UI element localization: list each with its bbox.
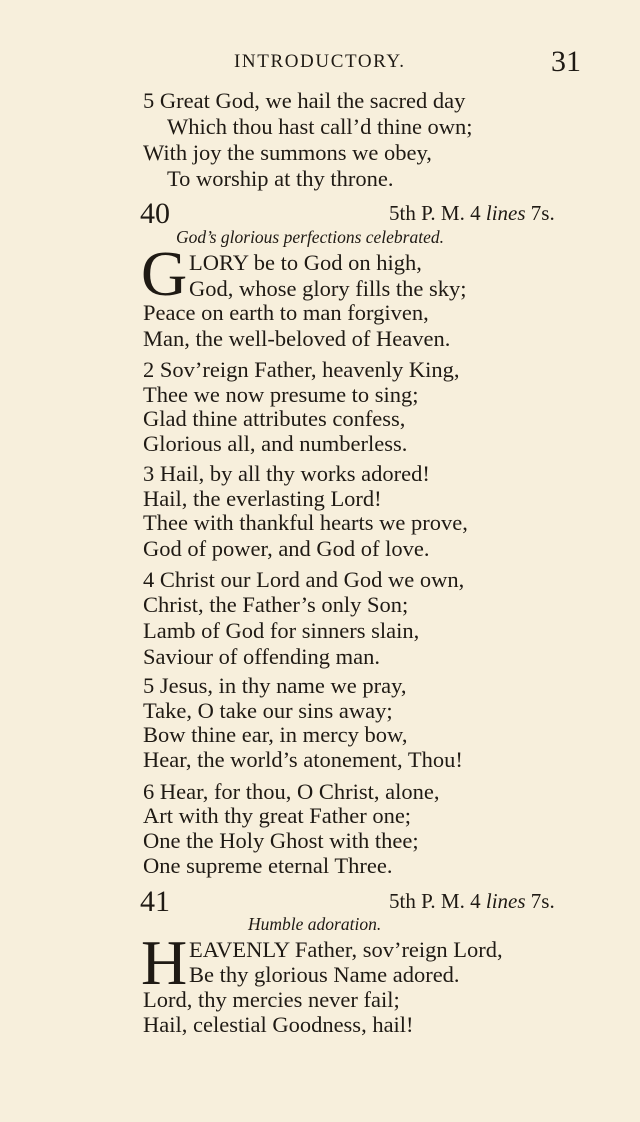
- hymn-number: 41: [140, 885, 170, 918]
- verse-line: Saviour of offending man.: [143, 644, 381, 669]
- verse-line: Peace on earth to man forgiven,: [143, 300, 429, 325]
- verse-line: Art with thy great Father one;: [143, 803, 412, 828]
- verse-line: One the Holy Ghost with thee;: [143, 828, 419, 853]
- verse-line: God, whose glory fills the sky;: [189, 276, 467, 301]
- verse-line: 5 Jesus, in thy name we pray,: [143, 673, 407, 698]
- verse-line: 2 Sov’reign Father, heavenly King,: [143, 357, 460, 382]
- drop-cap: G: [141, 238, 188, 309]
- verse-line: Hail, celestial Goodness, hail!: [143, 1012, 414, 1037]
- meter-italic: lines: [485, 201, 526, 225]
- verse-line: Thee with thankful hearts we prove,: [143, 510, 468, 535]
- verse-line: Hail, the everlasting Lord!: [143, 486, 382, 511]
- verse-line: Bow thine ear, in mercy bow,: [143, 722, 408, 747]
- verse-line: Take, O take our sins away;: [143, 698, 393, 723]
- verse-line: God of power, and God of love.: [143, 536, 430, 561]
- meter-italic: lines: [485, 889, 526, 913]
- meter-prefix: 5th P. M. 4: [389, 889, 481, 913]
- verse-line: 6 Hear, for thou, O Christ, alone,: [143, 779, 440, 804]
- hymn-subtitle: God’s glorious perfections celebrated.: [176, 227, 444, 247]
- meter-prefix: 5th P. M. 4: [389, 201, 481, 225]
- verse-line: Christ, the Father’s only Son;: [143, 592, 409, 617]
- verse-line: Lord, thy mercies never fail;: [143, 987, 400, 1012]
- hymn-meter: [389, 201, 555, 226]
- verse-line: 4 Christ our Lord and God we own,: [143, 567, 465, 592]
- verse-line: Hear, the world’s atonement, Thou!: [143, 747, 463, 772]
- verse-line: One supreme eternal Three.: [143, 853, 393, 878]
- hymn-number: 40: [140, 197, 170, 230]
- verse-line: Glad thine attributes confess,: [143, 406, 406, 431]
- hymn-meter: [389, 889, 555, 914]
- verse-line: EAVENLY Father, sov’reign Lord,: [189, 937, 503, 962]
- meter-suffix: 7s.: [530, 201, 555, 225]
- verse-line: To worship at thy throne.: [167, 166, 394, 191]
- verse-line: With joy the summons we obey,: [143, 140, 432, 165]
- meter-suffix: 7s.: [530, 889, 555, 913]
- verse-line: Man, the well-beloved of Heaven.: [143, 326, 451, 351]
- page-number: 31: [551, 45, 581, 78]
- verse-line: Be thy glorious Name adored.: [189, 962, 460, 987]
- hymn-subtitle: Humble adoration.: [248, 914, 382, 934]
- verse-line: Thee we now presume to sing;: [143, 382, 419, 407]
- verse-line: LORY be to God on high,: [189, 250, 422, 275]
- verse-line: 5 Great God, we hail the sacred day: [143, 88, 466, 113]
- verse-line: Glorious all, and numberless.: [143, 431, 408, 456]
- drop-cap: H: [141, 927, 188, 998]
- verse-line: 3 Hail, by all thy works adored!: [143, 461, 430, 486]
- verse-line: Which thou hast call’d thine own;: [167, 114, 473, 139]
- running-title: INTRODUCTORY.: [234, 51, 406, 72]
- verse-line: Lamb of God for sinners slain,: [143, 618, 420, 643]
